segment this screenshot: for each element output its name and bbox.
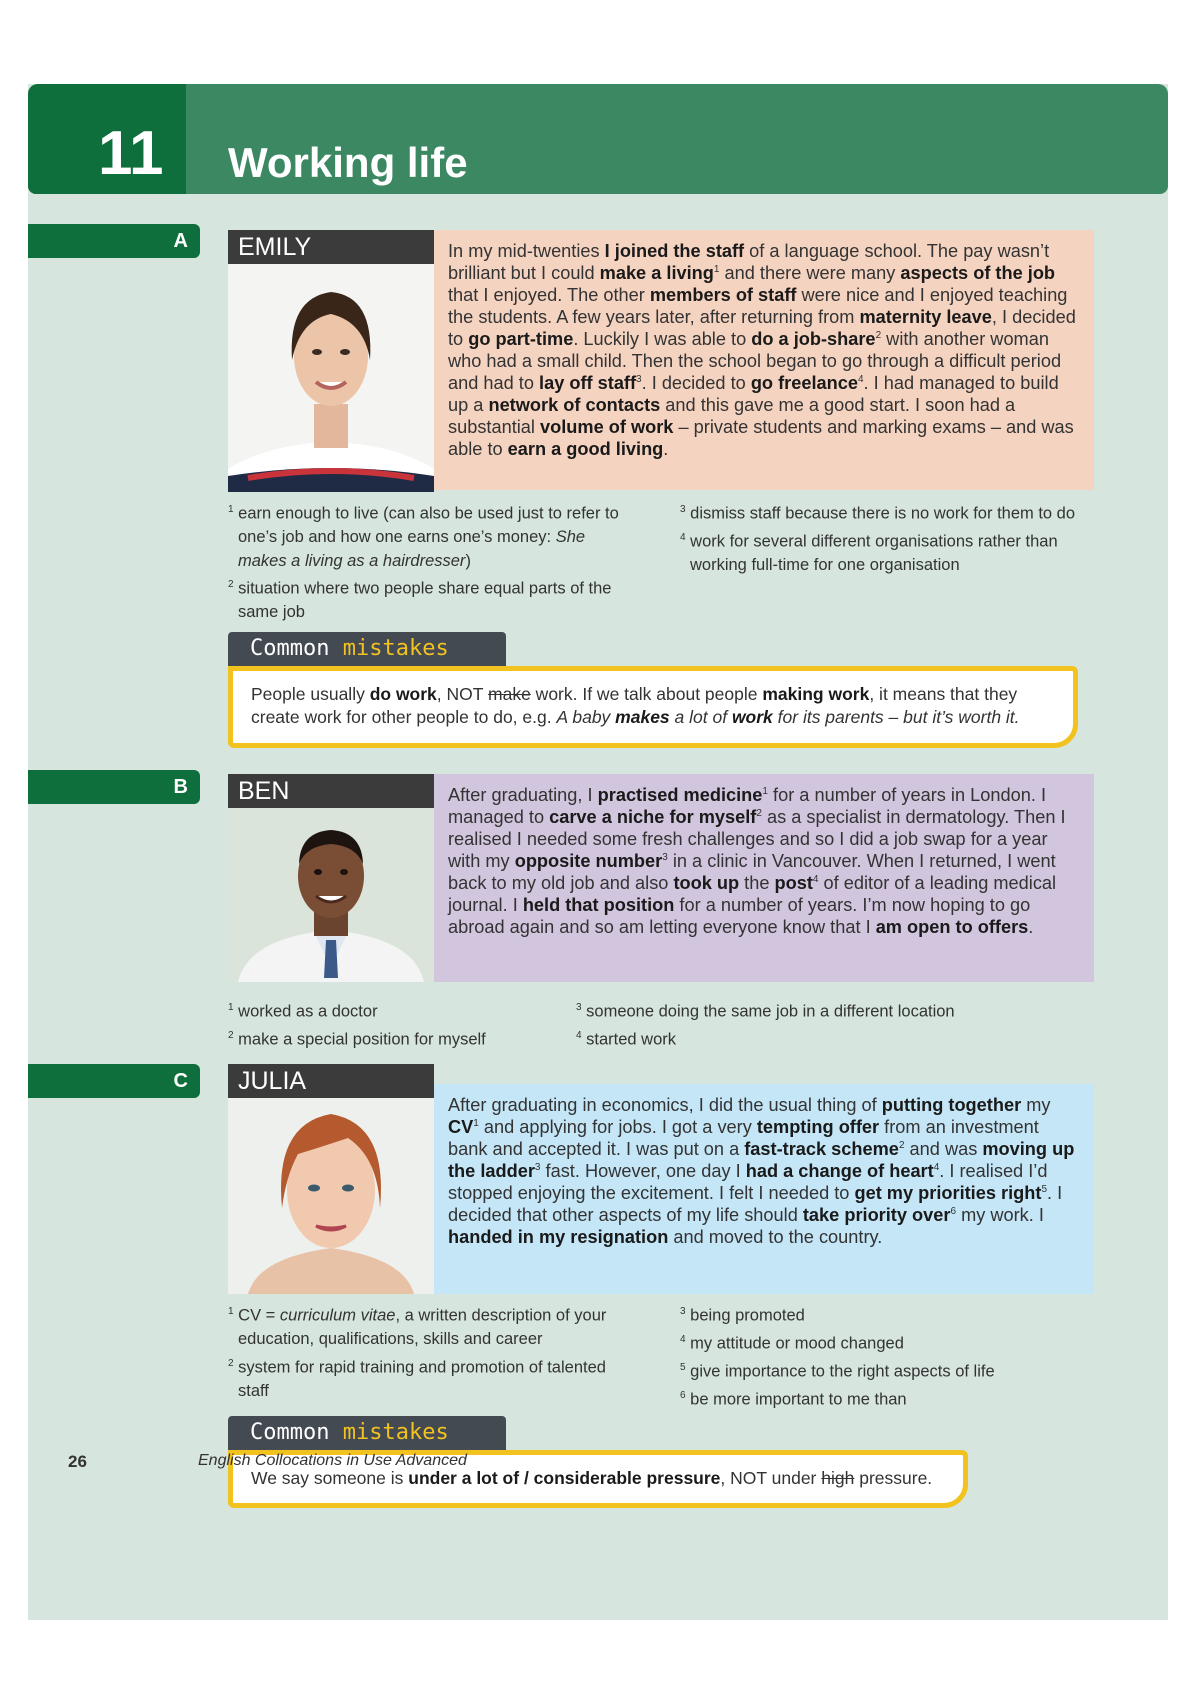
story-text: , I decided to — [448, 307, 1076, 349]
footnote-ref: 2 — [898, 1139, 905, 1151]
section-letter: A — [173, 230, 188, 252]
story-text: and applying for jobs. I got a very — [478, 1117, 757, 1137]
story-text: my work. I — [956, 1205, 1044, 1225]
story-text: in a clinic in Vancouver. When I returned, I went back to my old job and also — [448, 851, 1056, 893]
collocation: post — [774, 873, 813, 893]
gloss-item: $^1$ earn enough to live (can also be used just to refer to one’s job and how one earns one’s money: She makes a living as a hairdresser) — [228, 504, 619, 570]
book-title: English Collocations in Use Advanced — [198, 1452, 467, 1469]
gloss-item: $^3$ dismiss staff because there is no work for them to do — [680, 504, 1076, 523]
label-word: Common — [250, 1420, 330, 1445]
ben-glossary-right — [576, 996, 1056, 1052]
story-text: and this gave me a good start. I soon had a substantial — [448, 395, 1016, 437]
mistake-text: People usually — [251, 684, 370, 704]
collocation: make a living — [599, 263, 714, 283]
collocation: am open to offers — [875, 917, 1029, 937]
gloss-item: $^2$ system for rapid training and promotion of talented staff — [228, 1357, 606, 1400]
collocation: putting together — [881, 1095, 1022, 1115]
julia-portrait-image — [228, 1098, 434, 1294]
footnote-ref: 4 — [933, 1161, 940, 1173]
footnote-ref: 1 — [713, 263, 720, 275]
collocation: took up — [673, 873, 740, 893]
section-b-tab — [28, 770, 200, 804]
gloss-text: make a special position for myself — [238, 1030, 486, 1049]
gloss-item: $^2$ situation where two people share equal parts of the same job — [228, 579, 612, 621]
gloss-item: $^4$ my attitude or mood changed — [680, 1334, 904, 1353]
story-text: from an investment bank and accepted it. I was put on a — [448, 1117, 1039, 1159]
gloss-item: $^4$ started work — [576, 1030, 677, 1049]
common-mistakes-box-1 — [228, 666, 1078, 748]
gloss-text: someone doing the same job in a different location — [586, 1002, 955, 1021]
mistake-bold: under a lot of / considerable pressure — [408, 1468, 721, 1488]
gloss-item: $^6$ be more important to me than — [680, 1390, 907, 1409]
gloss-item: $^3$ someone doing the same job in a different location — [576, 1002, 955, 1021]
story-text: After graduating, I — [448, 785, 598, 805]
collocation: I joined the staff — [604, 241, 745, 261]
common-mistakes-label — [228, 1416, 506, 1450]
story-text: . I realised I’d stopped enjoying the excitement. I felt I needed to — [448, 1161, 1048, 1203]
ben-story — [434, 774, 1094, 982]
footnote-ref: 1 — [473, 1117, 479, 1129]
example-text: for its parents – but it’s worth it. — [772, 707, 1020, 727]
story-text: of a language school. The pay wasn’t brilliant but I could — [448, 241, 1050, 283]
gloss-item: $^5$ give importance to the right aspects of life — [680, 1362, 995, 1381]
unit-number-box — [28, 84, 186, 194]
emily-glossary-right — [680, 498, 1080, 578]
emily-name-bar: EMILY — [228, 230, 434, 264]
gloss-text: system for rapid training and promotion of talented staff — [238, 1358, 606, 1400]
gloss-text: be more important to me than — [690, 1390, 907, 1409]
collocation: get my priorities right — [854, 1183, 1042, 1203]
gloss-item: $^4$ work for several different organisations rather than working full-time for one organisation — [680, 532, 1058, 574]
gloss-item: $^1$ worked as a doctor — [228, 1002, 378, 1021]
story-text: and there were many — [719, 263, 901, 283]
label-word: mistakes — [342, 1420, 449, 1445]
gloss-example: She makes a living as a hairdresser — [238, 528, 586, 570]
mistake-bold: do work — [369, 684, 437, 704]
example-text: a lot of — [669, 707, 732, 727]
gloss-text: earn enough to live (can also be used just to refer to one’s job and how one earns one’s money: — [238, 504, 619, 546]
unit-page — [28, 84, 1168, 1620]
footnote-ref: 3 — [534, 1161, 541, 1173]
collocation: go freelance — [750, 373, 858, 393]
mistake-text: We say someone is — [251, 1468, 409, 1488]
footnote-ref: 6 — [950, 1205, 957, 1217]
gloss-text: dismiss staff because there is no work for them to do — [690, 504, 1076, 523]
common-mistakes-label — [228, 632, 506, 666]
example-bold: work — [731, 707, 773, 727]
collocation: aspects of the job — [900, 263, 1056, 283]
collocation: tempting offer — [756, 1117, 880, 1137]
collocation: moving up the ladder — [448, 1139, 1075, 1181]
gloss-text: , a written description of your education, qualifications, skills and career — [238, 1306, 607, 1348]
collocation: do a job-share — [751, 329, 876, 349]
collocation: members of staff — [649, 285, 797, 305]
ben-name-bar: BEN — [228, 774, 434, 808]
julia-photo — [228, 1098, 434, 1294]
page-number: 26 — [68, 1452, 87, 1471]
mistake-text: pressure. — [854, 1468, 933, 1488]
label-word: Common — [250, 636, 330, 661]
mistake-text: work. If we talk about people — [530, 684, 763, 704]
story-text: my — [1021, 1095, 1051, 1115]
footnote-ref: 3 — [636, 373, 642, 385]
collocation: opposite number — [514, 851, 663, 871]
section-letter: B — [173, 776, 188, 798]
collocation: earn a good living — [507, 439, 664, 459]
collocation: CV — [448, 1117, 474, 1137]
section-c-tab — [28, 1064, 200, 1098]
collocation: go part-time — [468, 329, 574, 349]
gloss-text: give importance to the right aspects of life — [690, 1362, 995, 1381]
gloss-text: worked as a doctor — [238, 1002, 378, 1021]
section-letter: C — [173, 1070, 188, 1092]
collocation: take priority over — [802, 1205, 951, 1225]
collocation: lay off staff — [539, 373, 637, 393]
gloss-text: started work — [586, 1030, 677, 1049]
example-text: A baby — [556, 707, 616, 727]
gloss-text: work for several different organisations rather than working full-time for one organisation — [690, 532, 1058, 574]
footnote-ref: 1 — [762, 785, 768, 797]
footnote-ref: 2 — [875, 329, 882, 341]
story-text: the — [739, 873, 775, 893]
unit-title: Working life — [228, 139, 468, 186]
struck-word: high — [821, 1468, 855, 1488]
collocation: practised medicine — [597, 785, 763, 805]
mistake-text: , NOT — [436, 684, 489, 704]
struck-word: make — [488, 684, 531, 704]
ben-photo — [228, 808, 434, 982]
story-text: . — [1028, 917, 1034, 937]
footnote-ref: 3 — [662, 851, 668, 863]
collocation: carve a niche for myself — [549, 807, 757, 827]
mistake-text: , NOT under — [720, 1468, 822, 1488]
gloss-item: $^2$ make a special position for myself — [228, 1030, 486, 1049]
story-text: as a specialist in dermatology. Then I realised I needed some fresh challenges and so I did a job swap for a year with my — [448, 807, 1066, 871]
julia-glossary-right — [680, 1300, 1100, 1412]
julia-glossary-left — [228, 1300, 608, 1403]
emily-story — [434, 230, 1094, 490]
collocation: held that position — [522, 895, 675, 915]
ben-portrait-image — [228, 808, 434, 982]
story-text: . — [663, 439, 669, 459]
collocation: had a change of heart — [745, 1161, 934, 1181]
julia-name-bar: JULIA — [228, 1064, 434, 1098]
label-word: mistakes — [342, 636, 449, 661]
emily-photo — [228, 264, 434, 492]
unit-header — [28, 84, 1168, 194]
story-text: of editor of a leading medical journal. I — [448, 873, 1057, 915]
story-text: . I decided to — [641, 373, 751, 393]
mistake-example — [556, 707, 1019, 727]
story-text: that I enjoyed. The other — [448, 285, 650, 305]
gloss-text: situation where two people share equal parts of the same job — [238, 579, 612, 621]
gloss-text: CV = — [238, 1306, 280, 1325]
story-text: After graduating in economics, I did the usual thing of — [448, 1095, 882, 1115]
example-bold: makes — [615, 707, 670, 727]
story-text: fast. However, one day I — [540, 1161, 746, 1181]
emily-portrait-image — [228, 264, 434, 492]
story-text: In my mid-twenties — [448, 241, 605, 261]
julia-story — [434, 1084, 1094, 1294]
story-text: for a number of years in London. I managed to — [448, 785, 1046, 827]
story-text: and was — [904, 1139, 983, 1159]
story-text: . Luckily I was able to — [573, 329, 752, 349]
story-text: for a number of years. I’m now hoping to go abroad again and so am letting everyone know that I — [448, 895, 1031, 937]
collocation: volume of work — [540, 417, 674, 437]
mistake-bold: making work — [762, 684, 870, 704]
story-text: . I decided that other aspects of my life should — [448, 1183, 1063, 1225]
collocation: network of contacts — [488, 395, 661, 415]
gloss-text: my attitude or mood changed — [690, 1334, 904, 1353]
section-a-tab — [28, 224, 200, 258]
story-text: . I had managed to build up a — [448, 373, 1059, 415]
footnote-ref: 4 — [812, 873, 819, 885]
unit-number: 11 — [98, 119, 164, 188]
story-text: with another woman who had a small child. Then the school began to go through a difficult period and had to — [448, 329, 1062, 393]
mistake-text: , it means that they create work for other people to do, e.g. — [251, 684, 1018, 727]
collocation: maternity leave — [859, 307, 992, 327]
gloss-text: ) — [465, 551, 471, 570]
footnote-ref: 2 — [756, 807, 762, 819]
gloss-item: $^3$ being promoted — [680, 1306, 805, 1325]
story-text: and moved to the country. — [668, 1227, 883, 1247]
gloss-item: $^1$ CV = curriculum vitae, a written description of your education, qualifications, skills and career — [228, 1306, 607, 1348]
gloss-example: curriculum vitae — [279, 1306, 396, 1325]
footnote-ref: 5 — [1041, 1183, 1047, 1195]
ben-glossary-left — [228, 996, 568, 1052]
collocation: fast-track scheme — [744, 1139, 899, 1159]
footnote-ref: 4 — [857, 373, 864, 385]
emily-glossary-left — [228, 498, 628, 625]
story-text: were nice and I enjoyed teaching the students. A few years later, after returning from — [448, 285, 1068, 327]
story-text: – private students and marking exams – and was able to — [448, 417, 1074, 459]
collocation: handed in my resignation — [448, 1227, 669, 1247]
gloss-text: being promoted — [690, 1306, 805, 1325]
